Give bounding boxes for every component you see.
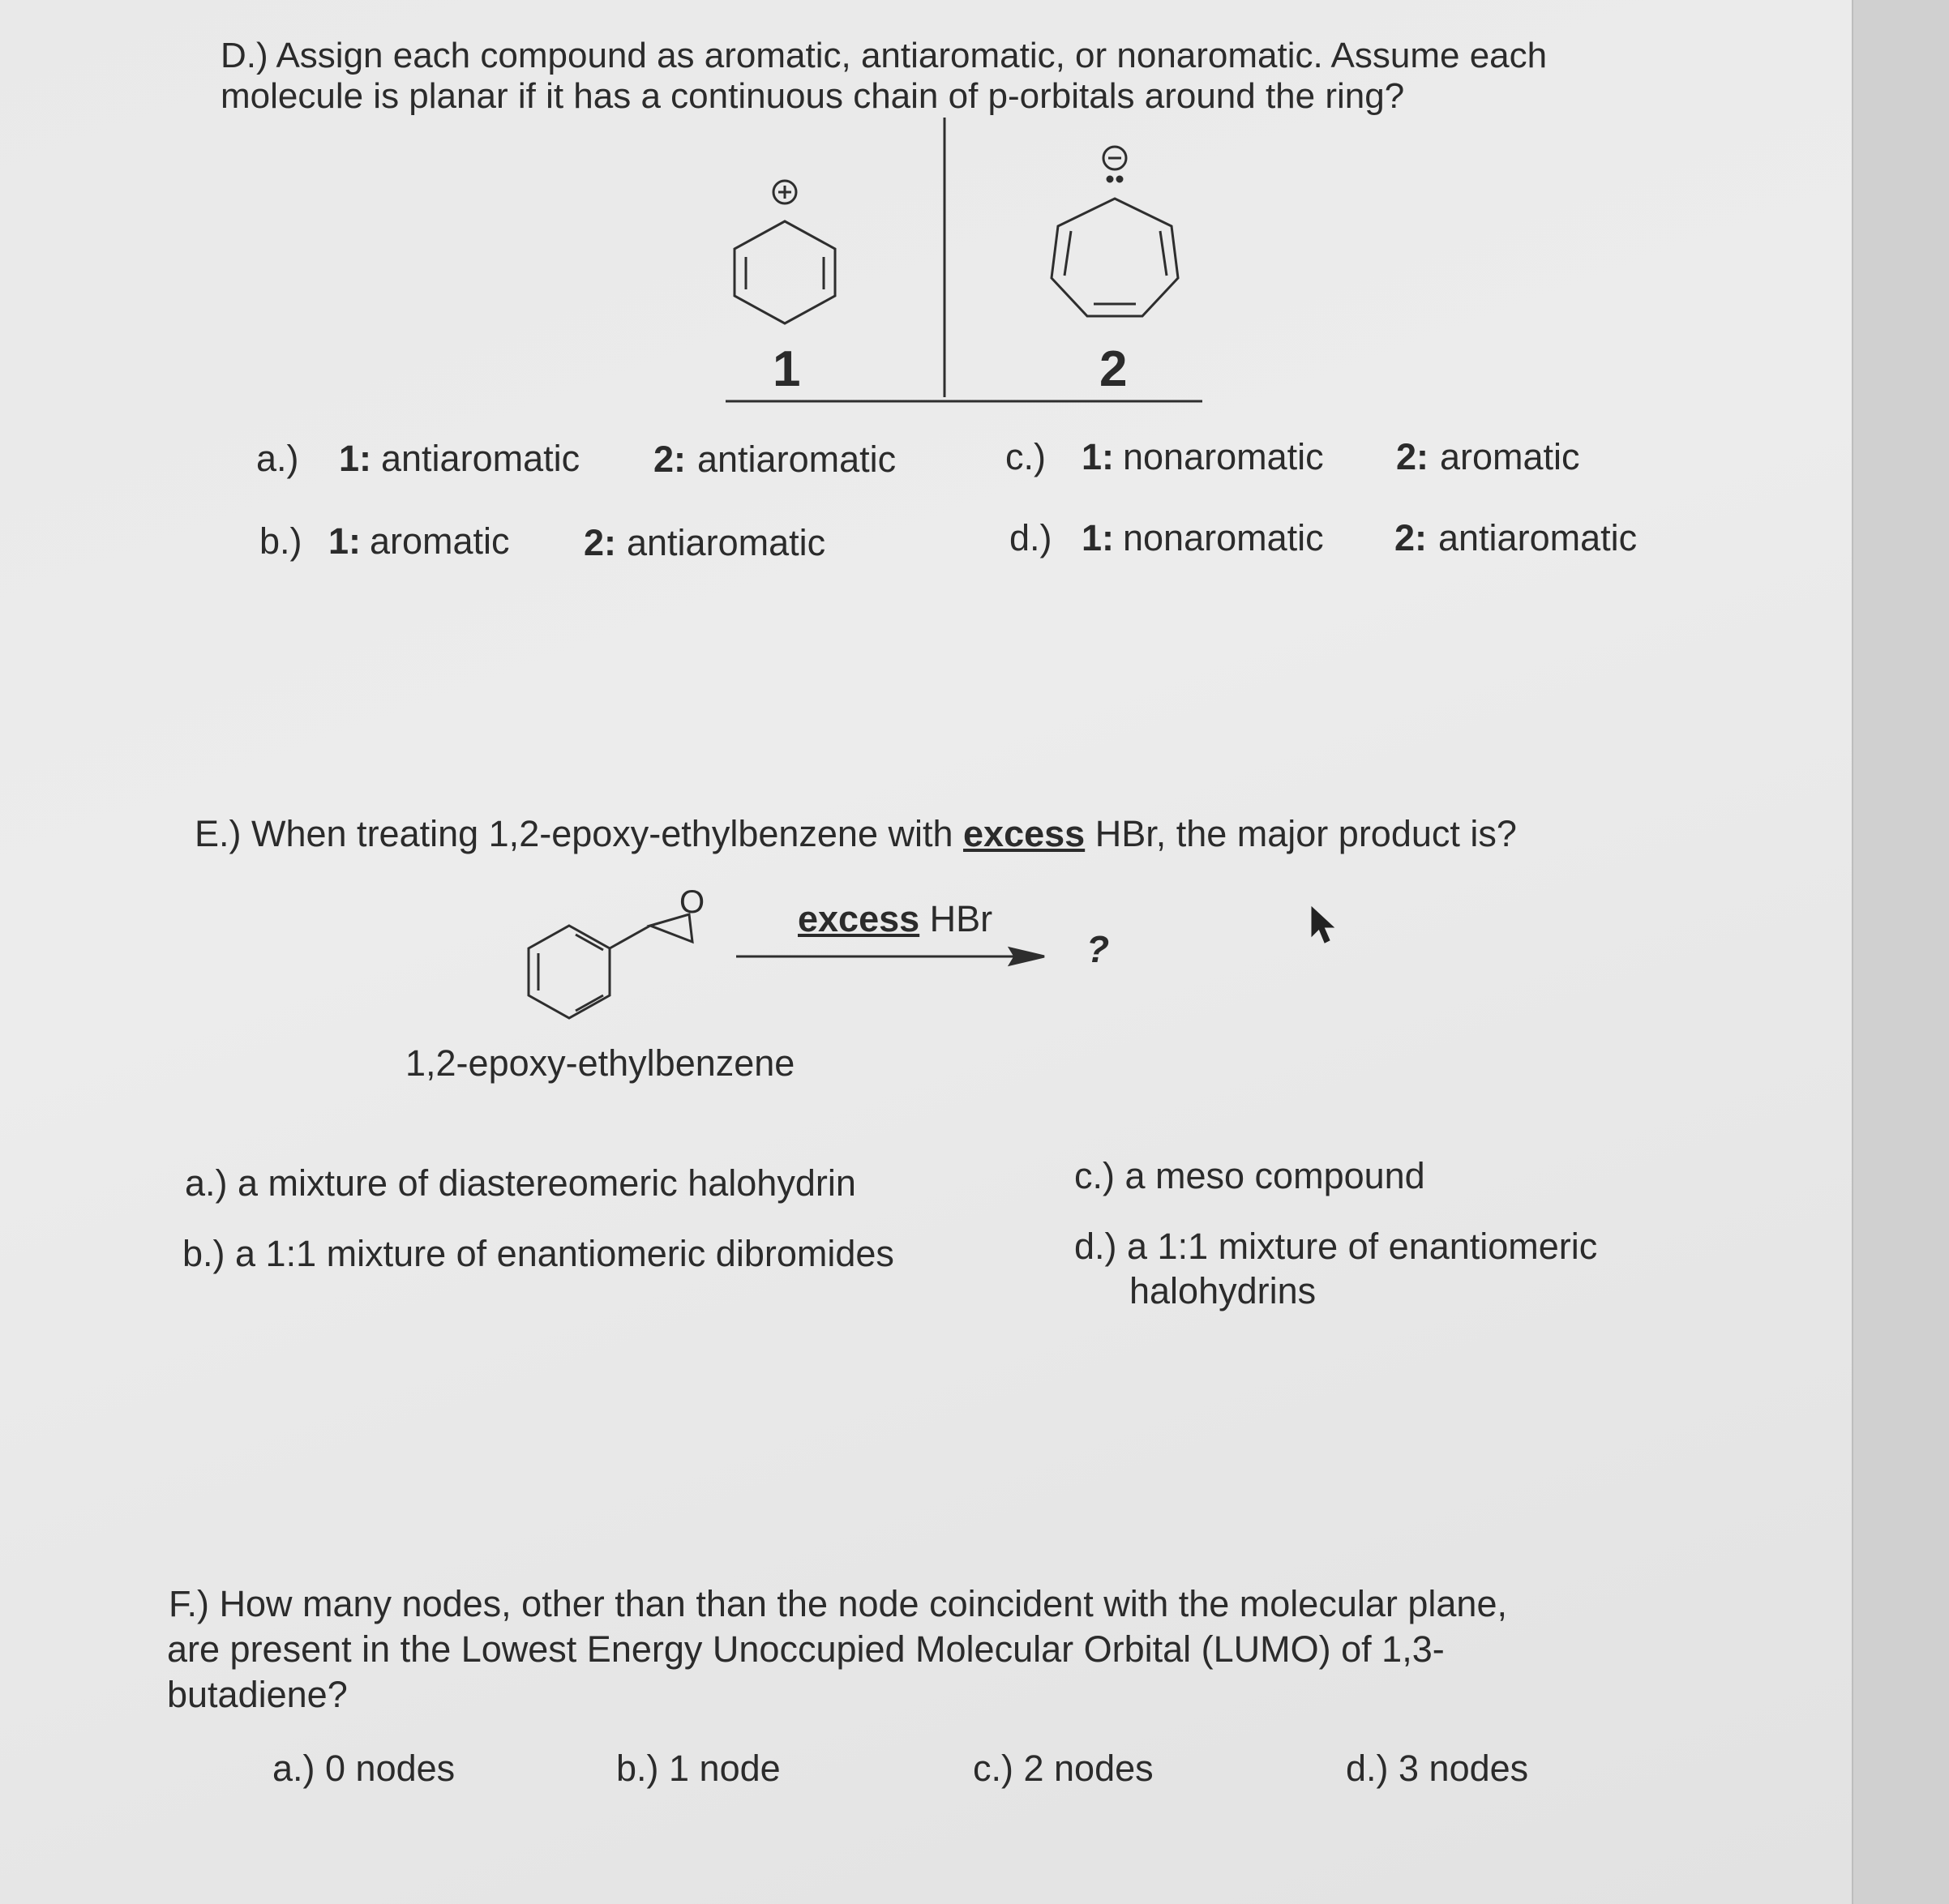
compound-1-label: 1 (773, 341, 801, 397)
seven-membered-ring (1052, 199, 1178, 316)
option-e-a[interactable]: a.) a mixture of diastereomeric halohydrin (185, 1162, 856, 1204)
reactant-name: 1,2-epoxy-ethylbenzene (405, 1042, 795, 1084)
option-f-d[interactable]: d.) 3 nodes (1346, 1748, 1529, 1789)
option-e-b[interactable]: b.) a 1:1 mixture of enantiomeric dibromides (182, 1233, 894, 1274)
double-bond-inner (1160, 231, 1167, 276)
epoxide-oxygen-label: O (679, 884, 705, 920)
option-f-b[interactable]: b.) 1 node (616, 1748, 781, 1789)
reaction-arrow (736, 947, 1044, 971)
question-e-prompt: E.) When treating 1,2-epoxy-ethylbenzene with excess HBr, the major product is? (195, 813, 1517, 854)
question-f-line3: butadiene? (167, 1674, 348, 1715)
mouse-cursor-icon (1307, 905, 1339, 946)
question-d-line2: molecule is planar if it has a continuous chain of p-orbitals around the ring? (221, 76, 1405, 116)
reagent-label: excess HBr (798, 898, 993, 939)
compound-2-label: 2 (1099, 341, 1128, 397)
product-placeholder: ? (1086, 928, 1110, 970)
option-f-c[interactable]: c.) 2 nodes (973, 1748, 1154, 1789)
double-bond-inner (1064, 231, 1071, 276)
option-e-c[interactable]: c.) a meso compound (1074, 1155, 1425, 1196)
option-f-a[interactable]: a.) 0 nodes (272, 1748, 456, 1789)
benzene-ring (529, 926, 610, 1018)
question-f-line2: are present in the Lowest Energy Unoccupied Molecular Orbital (LUMO) of 1,3- (167, 1628, 1445, 1670)
page-edge (1852, 0, 1949, 1904)
question-f-line1: F.) How many nodes, other than than the node coincident with the molecular plane, (169, 1583, 1507, 1624)
side-chain-bond (610, 926, 650, 948)
question-d-line1: D.) Assign each compound as aromatic, antiaromatic, or nonaromatic. Assume each (221, 36, 1548, 75)
compound-2-structure (1042, 142, 1196, 328)
